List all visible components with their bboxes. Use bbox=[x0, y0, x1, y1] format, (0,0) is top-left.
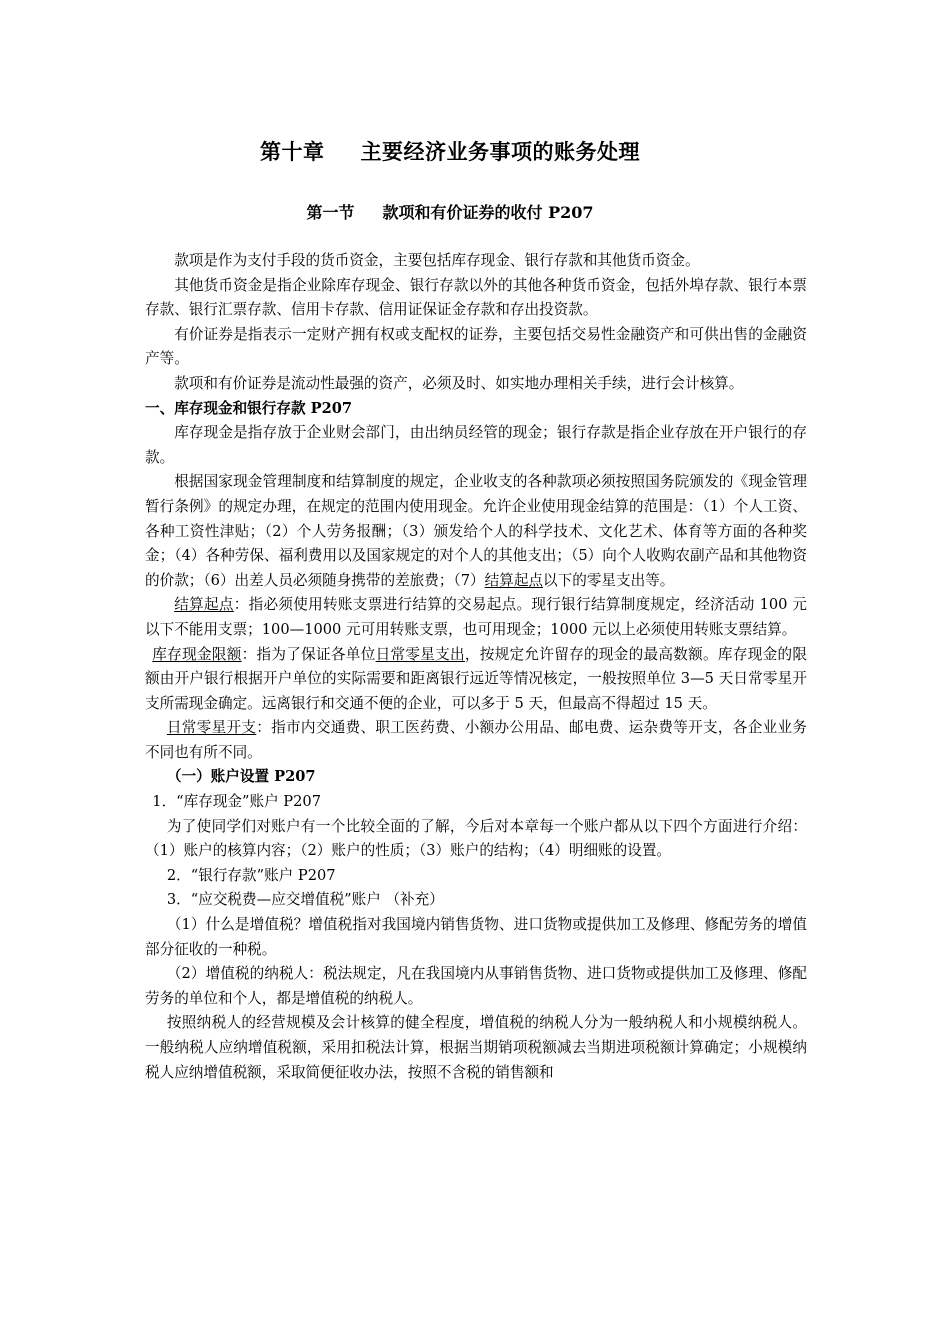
paragraph: 款项是作为支付手段的货币资金，主要包括库存现金、银行存款和其他货币资金。 bbox=[174, 252, 700, 269]
paragraph: 其他货币资金是指企业除库存现金、银行存款以外的其他各种货币资金，包括外埠存款、银行本票存款、银行汇票存款、信用卡存款、信用证保证金存款和存出投资款。 bbox=[145, 276, 807, 319]
chapter-title-text: 主要经济业务事项的账务处理 bbox=[360, 139, 640, 164]
document-body bbox=[145, 249, 807, 1085]
paragraph bbox=[145, 593, 807, 642]
paragraph: 有价证券是指表示一定财产拥有权或支配权的证券，主要包括交易性金融资产和可供出售的金融资产等。 bbox=[145, 325, 807, 368]
text-run: ：指必须使用转账支票进行结算的交易起点。现行银行结算制度规定，经济活动 100 元以下不能用支票；100—1000 元可用转账支票，也可用现金；1000 元以上必须使用转账支票结算。 bbox=[145, 596, 807, 638]
chapter-title bbox=[0, 136, 900, 166]
text-run: 根据国家现金管理制度和结算制度的规定，企业收支的各种款项必须按照国务院颁发的《现金管理暂行条例》的规定办理，在规定的范围内使用现金。允许企业使用现金结算的范围是：（1）个人工资、各种工资性津贴；（2）个人劳务报酬；（3）颁发给个人的科学技术、文化艺术、体育等方面的各种奖金；（4）各种劳保、福利费用以及国家规定的对个人的其他支出；（5）向个人收购农副产品和其他物资的价款；（6）出差人员必须随身携带的差旅费；（7） bbox=[145, 473, 807, 589]
section-title bbox=[0, 200, 900, 223]
paragraph: 款项和有价证券是流动性最强的资产，必须及时、如实地办理相关手续，进行会计核算。 bbox=[174, 374, 744, 392]
heading-account-setup: （一）账户设置 P207 bbox=[166, 768, 316, 786]
paragraph: 按照纳税人的经营规模及会计核算的健全程度，增值税的纳税人分为一般纳税人和小规模纳税人。一般纳税人应纳增值税额，采用扣税法计算，根据当期销项税额减去当期进项税额计算确定；小规模纳税人应纳增值税额，采取简便征收办法，按照不含税的销售额和 bbox=[145, 1014, 807, 1081]
list-item: 1．“库存现金”账户 P207 bbox=[152, 793, 321, 811]
list-item: 3．“应交税费—应交增值税”账户 （补充） bbox=[166, 891, 444, 909]
heading-cash-deposit: 一、库存现金和银行存款 P207 bbox=[145, 399, 353, 417]
text-run: 以下的零星支出等。 bbox=[543, 571, 675, 589]
section-title-text: 款项和有价证券的收付 P207 bbox=[382, 203, 594, 222]
chapter-label: 第十章 bbox=[260, 139, 325, 164]
text-run: ：指市内交通费、职工医药费、小额办公用品、邮电费、运杂费等开支，各企业业务不同也有所不同。 bbox=[145, 719, 807, 761]
text-run: ，按规定允许留存的现金的最高数额。库存现金的限额由开户银行根据开户单位的实际需要和距离银行远近等情况核定，一般按照单位 3—5 天日常零星开支所需现金确定。远离银行和交通不便的企业，可以多于 5 天，但最高不得超过 15 天。 bbox=[145, 645, 807, 712]
text-run: ：指为了保证各单位 bbox=[241, 645, 376, 663]
paragraph: 库存现金是指存放于企业财会部门，由出纳员经管的现金；银行存款是指企业存放在开户银行的存款。 bbox=[145, 424, 807, 466]
underlined-term: 日常零星支出 bbox=[375, 645, 465, 663]
paragraph bbox=[145, 470, 807, 593]
paragraph: 为了使同学们对账户有一个比较全面的了解，今后对本章每一个账户都从以下四个方面进行介绍：（1）账户的核算内容；（2）账户的性质；（3）账户的结构；（4）明细账的设置。 bbox=[145, 817, 807, 860]
underlined-term: 结算起点 bbox=[484, 571, 544, 589]
list-item: 2．“银行存款”账户 P207 bbox=[166, 866, 336, 884]
paragraph: （2）增值税的纳税人：税法规定，凡在我国境内从事销售货物、进口货物或提供加工及修理、修配劳务的单位和个人，都是增值税的纳税人。 bbox=[145, 965, 807, 1007]
paragraph bbox=[145, 643, 807, 717]
section-label: 第一节 bbox=[306, 203, 355, 222]
underlined-term: 日常零星开支 bbox=[166, 719, 257, 737]
underlined-term: 结算起点 bbox=[174, 596, 234, 614]
paragraph: （1）什么是增值税？增值税指对我国境内销售货物、进口货物或提供加工及修理、修配劳务的增值部分征收的一种税。 bbox=[145, 916, 807, 958]
paragraph bbox=[145, 716, 807, 765]
underlined-term: 库存现金限额 bbox=[152, 645, 242, 663]
